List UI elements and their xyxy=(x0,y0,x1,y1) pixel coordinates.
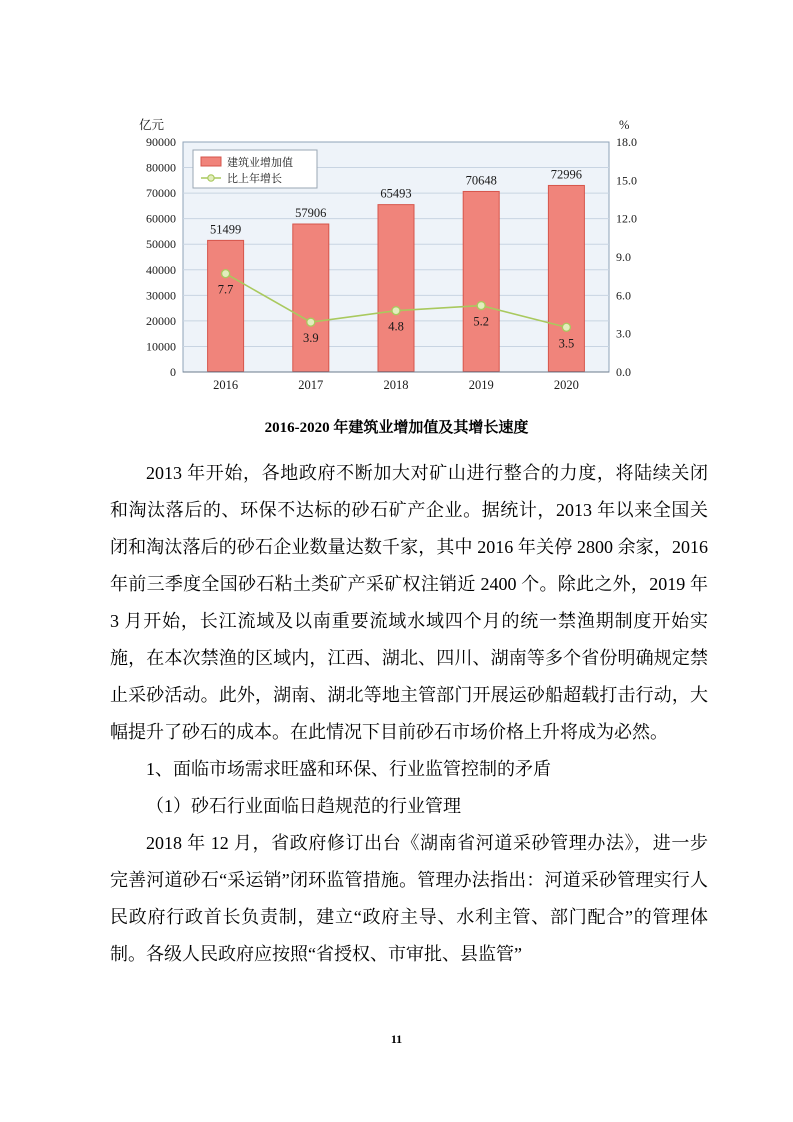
x-axis-label: 2020 xyxy=(553,378,579,392)
chart-block xyxy=(117,0,677,437)
paragraph: 2018 年 12 月，省政府修订出台《湖南省河道采砂管理办法》，进一步完善河道砂石“采运销”闭环监管措施。管理办法指出：河道采砂管理实行人民政府行政首长负责制，建立“政府主导、水利主管、部门配合”的管理体制。各级人民政府应按照“省授权、市审批、县监管” xyxy=(110,833,708,964)
paragraph: 2013 年开始，各地政府不断加大对矿山进行整合的力度，将陆续关闭和淘汰落后的、环保不达标的砂石矿产企业。据统计，2013 年以来全国关闭和淘汰落后的砂石企业数量达数千家，其中 2016 年关停 2800 余家，2016 年前三季度全国砂石粘土类矿产采矿权注销近 2400 个。除此之外，2019 年 3 月开始，长江流域及以南重要流域水域四个月的统一禁渔期制度开始实施，在本次禁渔的区域内，江西、湖北、四川、湖南等多个省份明确规定禁止采砂活动。此外，湖南、湖北等地主管部门开展运砂船超载打击行动，大幅提升了砂石的成本。在此情况下目前砂石市场价格上升将成为必然。 xyxy=(110,463,708,742)
heading-numbered: 1、面临市场需求旺盛和环保、行业监管控制的矛盾 xyxy=(146,759,551,779)
body-text xyxy=(110,455,708,973)
chart-caption: 2016-2020 年建筑业增加值及其增长速度 xyxy=(264,420,529,436)
bar-value-label: 57906 xyxy=(294,206,326,221)
line-value-label: 7.7 xyxy=(217,282,233,297)
right-axis-tick: 0.0 xyxy=(615,365,631,379)
line-marker xyxy=(392,307,400,315)
bar-line-chart xyxy=(117,116,677,406)
legend-bar-label: 建筑业增加值 xyxy=(226,157,293,169)
legend-bar-swatch-icon xyxy=(201,157,221,166)
line-marker xyxy=(477,302,485,310)
left-axis-tick: 30000 xyxy=(145,288,176,303)
right-axis-tick: 3.0 xyxy=(615,326,631,341)
right-axis-tick: 9.0 xyxy=(615,250,631,264)
bar-2017 xyxy=(292,224,328,371)
line-marker xyxy=(562,323,570,331)
left-axis-tick: 20000 xyxy=(145,313,176,328)
left-axis-tick: 10000 xyxy=(145,339,176,354)
x-axis-label: 2016 xyxy=(212,378,238,392)
x-axis-label: 2017 xyxy=(297,378,323,392)
left-axis-tick: 0 xyxy=(169,365,176,379)
right-axis-tick: 12.0 xyxy=(615,211,637,226)
bar-2018 xyxy=(378,205,414,372)
bar-2019 xyxy=(463,191,499,371)
page-number: 11 xyxy=(390,1032,403,1046)
left-axis-unit: 亿元 xyxy=(138,118,164,132)
right-axis-tick: 6.0 xyxy=(615,288,631,303)
right-axis-tick: 18.0 xyxy=(615,135,637,149)
bar-value-label: 65493 xyxy=(379,186,412,201)
left-axis-tick: 40000 xyxy=(145,262,176,277)
left-axis-tick: 90000 xyxy=(145,135,176,149)
line-marker xyxy=(306,318,314,326)
subheading: （1）砂石行业面临日趋规范的行业管理 xyxy=(146,796,461,816)
line-value-label: 3.9 xyxy=(302,331,319,346)
bar-value-label: 70648 xyxy=(465,173,497,188)
legend-line-label: 比上年增长 xyxy=(226,173,282,185)
left-axis-tick: 50000 xyxy=(145,237,176,252)
line-marker xyxy=(221,270,229,278)
chart-svg xyxy=(117,116,677,406)
line-value-label: 5.2 xyxy=(472,314,489,329)
legend-line-marker-icon xyxy=(207,175,213,181)
bar-value-label: 72996 xyxy=(550,167,582,182)
right-axis-unit: % xyxy=(618,118,629,132)
line-value-label: 3.5 xyxy=(558,336,574,351)
left-axis-tick: 60000 xyxy=(145,211,176,226)
x-axis-label: 2018 xyxy=(383,378,408,392)
x-axis-label: 2019 xyxy=(468,378,494,392)
line-value-label: 4.8 xyxy=(387,319,404,334)
right-axis-tick: 15.0 xyxy=(615,173,637,188)
bar-2016 xyxy=(207,240,243,371)
left-axis-tick: 70000 xyxy=(145,186,176,201)
left-axis-tick: 80000 xyxy=(145,160,176,175)
bar-value-label: 51499 xyxy=(209,222,241,237)
